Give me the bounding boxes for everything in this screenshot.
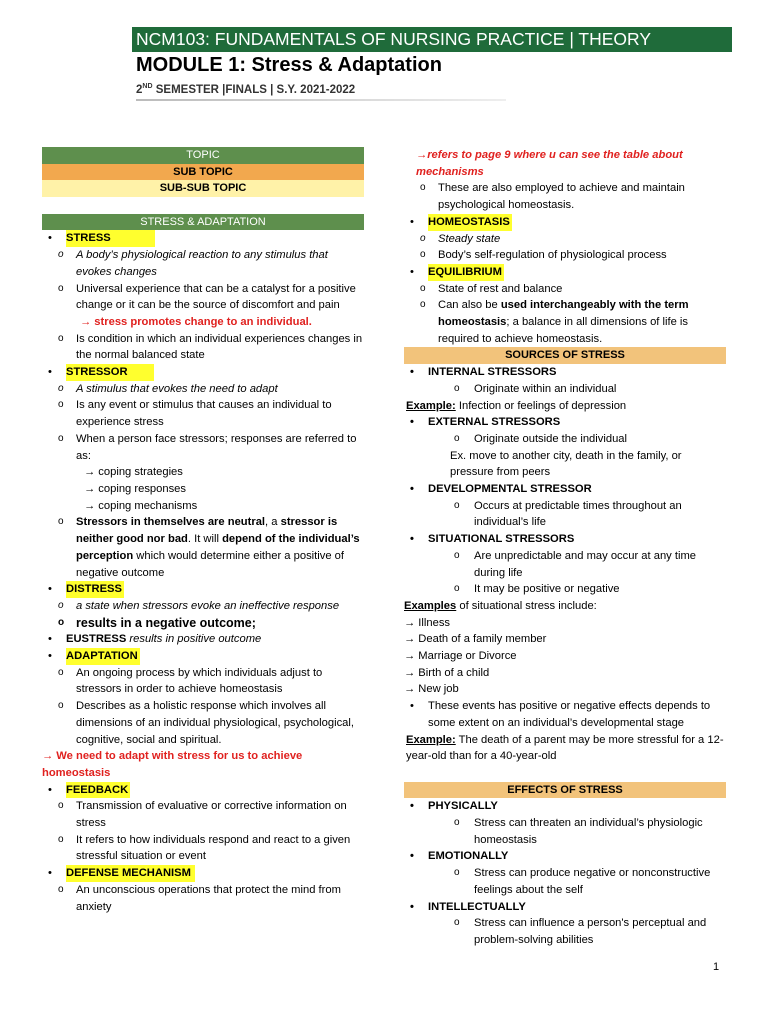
developmental-stressor-heading: • DEVELOPMENTAL STRESSOR [404, 481, 726, 498]
situational-stressors-heading: • SITUATIONAL STRESSORS [404, 531, 726, 548]
situational-example-illness: → Illness [404, 616, 451, 629]
intellectually-item: o Stress can influence a person's perceptual and problem-solving abilities [404, 915, 726, 948]
semester-number: 2 [136, 83, 143, 96]
events-note: • These events has positive or negative effects depends to some extent on an individual’s developmental stage [404, 698, 726, 731]
external-stressors-heading: • EXTERNAL STRESSORS [404, 414, 726, 431]
physically-item: o Stress can threaten an individual’s physiologic homeostasis [404, 815, 726, 848]
effects-of-stress-bar: EFFECTS OF STRESS [404, 782, 726, 799]
stress-item-3: o Is condition in which an individual experiences changes in the normal balanced state [42, 331, 364, 364]
adaptation-item-2: o Describes as a holistic response which involves all dimensions of an individual physiological, psychological, cognitive, social and spiritual. [42, 698, 364, 748]
external-example: Ex. move to another city, death in the family, or pressure from peers [450, 449, 682, 479]
left-column [42, 147, 364, 915]
homeostasis-item-2: o Body’s self-regulation of physiological process [404, 247, 726, 264]
internal-stressors-heading: • INTERNAL STRESSORS [404, 364, 726, 381]
feedback-item-1: o Transmission of evaluative or corrective information on stress [42, 798, 364, 831]
section-stress-adaptation: STRESS & ADAPTATION [42, 214, 364, 231]
header-divider [136, 99, 506, 101]
distress-item-1: o a state when stressors evoke an ineffective response [42, 598, 364, 615]
stress-arrow-note: → stress promotes change to an individual. [80, 315, 312, 328]
eustress-line: • EUSTRESS results in positive outcome [42, 631, 364, 648]
homeostasis-heading: • HOMEOSTASIS [404, 214, 726, 231]
defense-item-1: o An unconscious operations that protect the mind from anxiety [42, 882, 364, 915]
emotionally-heading: • EMOTIONALLY [404, 848, 726, 865]
situational-example-birth: → Birth of a child [404, 666, 490, 679]
stressor-item-2: o Is any event or stimulus that causes an individual to experience stress [42, 397, 364, 430]
situational-example-death: → Death of a family member [404, 633, 547, 646]
stressor-item-1: o A stimulus that evokes the need to adapt [42, 381, 364, 398]
intellectually-heading: • INTELLECTUALLY [404, 899, 726, 916]
emotionally-item: o Stress can produce negative or nonconstructive feelings about the self [404, 865, 726, 898]
equilibrium-item-1: o State of rest and balance [404, 281, 726, 298]
adaptation-note: → We need to adapt with stress for us to achieve homeostasis [42, 750, 303, 779]
situational-stressors-item-2: o It may be positive or negative [404, 581, 726, 598]
coping-strategies: → coping strategies [84, 466, 183, 479]
equilibrium-item-2: o Can also be used interchangeably with the term homeostasis; a balance in all dimensions of life is required to achieve homeostasis. [404, 297, 726, 347]
internal-stressors-item: o Originate within an individual [404, 381, 726, 398]
legend-topic: TOPIC [42, 147, 364, 164]
stress-heading: • STRESS [42, 230, 364, 247]
right-column [404, 147, 726, 949]
module-title: MODULE 1: Stress & Adaptation [136, 54, 442, 76]
stress-item-2: o Universal experience that can be a catalyst for a positive change or it can be the source of discomfort and pain [42, 281, 364, 314]
stressor-item-3: o When a person face stressors; responses are referred to as: [42, 431, 364, 464]
stress-item-1: o A body’s physiological reaction to any stimulus that evokes changes [42, 247, 364, 280]
semester-suffix: ND [142, 83, 153, 90]
mechanisms-reference-note: →refers to page 9 where u can see the table about mechanisms [416, 149, 683, 178]
coping-responses: → coping responses [84, 482, 186, 495]
sources-of-stress-bar: SOURCES OF STRESS [404, 347, 726, 364]
defense-heading: • DEFENSE MECHANISM [42, 865, 364, 882]
internal-example: Example: Infection or feelings of depression [406, 399, 627, 412]
situational-example-new-job: → New job [404, 683, 459, 696]
legend-sub-topic: SUB TOPIC [42, 164, 364, 181]
stressor-item-4: o Stressors in themselves are neutral, a stressor is neither good nor bad. It will depend of the individual’s perception which would determine either a positive of negative outcome [42, 514, 364, 581]
course-title-bar [132, 27, 732, 52]
distress-heading: • DISTRESS [42, 581, 364, 598]
legend-sub-sub-topic: SUB-SUB TOPIC [42, 180, 364, 197]
adaptation-heading: • ADAPTATION [42, 648, 364, 665]
external-stressors-item: o Originate outside the individual [404, 431, 726, 448]
developmental-stressor-item: o Occurs at predictable times throughout an individual’s life [404, 498, 726, 531]
semester-text: SEMESTER |FINALS | S.Y. 2021-2022 [152, 83, 356, 96]
physically-heading: • PHYSICALLY [404, 798, 726, 815]
feedback-item-2: o It refers to how individuals respond and react to a given stressful situation or event [42, 832, 364, 865]
feedback-heading: • FEEDBACK [42, 782, 364, 799]
equilibrium-heading: • EQUILIBRIUM [404, 264, 726, 281]
adaptation-item-1: o An ongoing process by which individuals adjust to stressors in order to achieve homeostasis [42, 665, 364, 698]
situational-stressors-item-1: o Are unpredictable and may occur at any time during life [404, 548, 726, 581]
distress-item-2: o results in a negative outcome; [42, 615, 364, 632]
homeostasis-item-1: o Steady state [404, 231, 726, 248]
situational-example-marriage: → Marriage or Divorce [404, 650, 517, 663]
coping-mechanisms: → coping mechanisms [84, 499, 198, 512]
mechanisms-reference-item: o These are also employed to achieve and maintain psychological homeostasis. [404, 180, 726, 213]
course-title: NCM103: FUNDAMENTALS OF NURSING PRACTICE | THEORY [136, 29, 652, 49]
semester-line [136, 83, 355, 96]
spacer [404, 765, 726, 782]
stressor-heading: • STRESSOR [42, 364, 364, 381]
situational-examples-intro: Examples of situational stress include: [404, 599, 597, 612]
page-number: 1 [713, 961, 720, 973]
final-example: Example: The death of a parent may be more stressful for a 12-year-old than for a 40-year-old [406, 733, 724, 763]
